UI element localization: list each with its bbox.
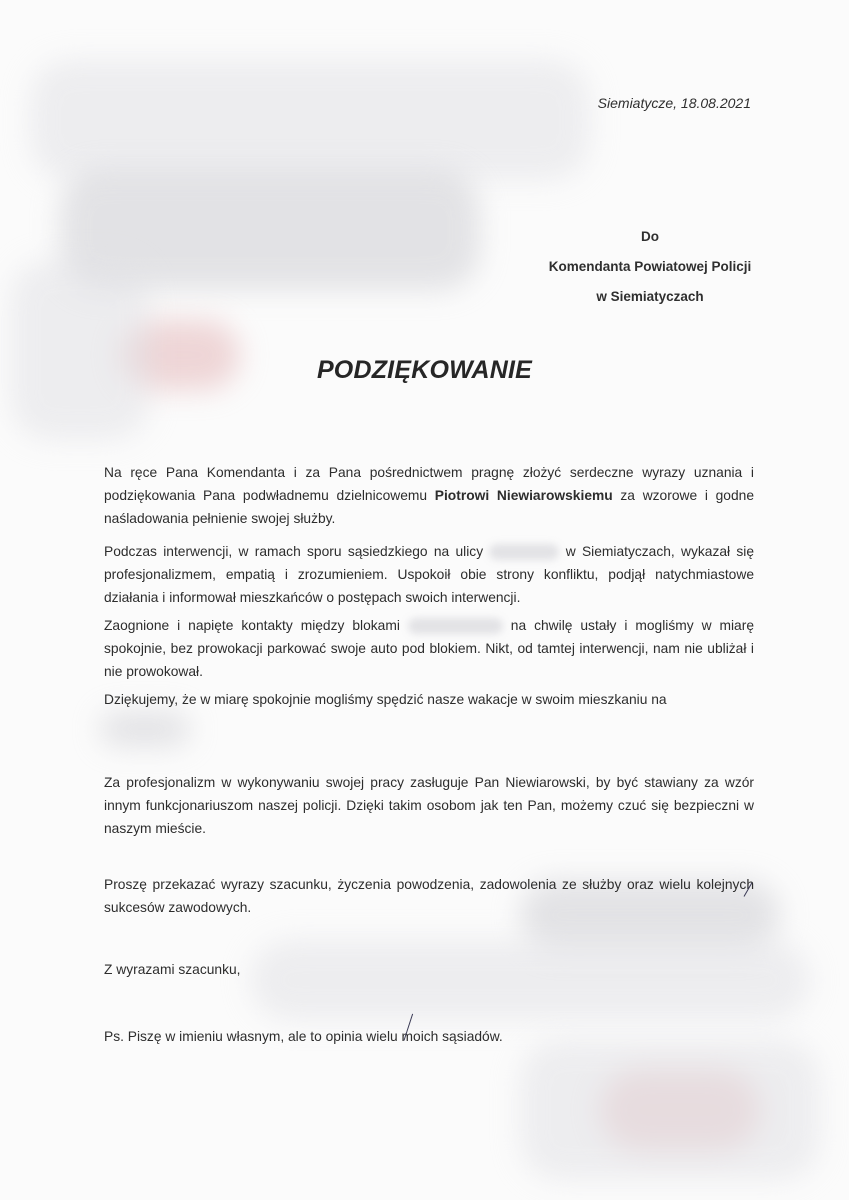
redaction-blur-address-line (100, 712, 190, 746)
paragraph-2-text-after: w Siemiatyczach, wykazał się profesjonalizmem, empatią i zrozumieniem. Uspokoił obie strony konfliktu, podjął natychmiastowe działania i informował mieszkańców o postępach swoich interwencji. (104, 544, 755, 605)
paragraph-4: Dziękujemy, że w miarę spokojnie mogliśmy spędzić nasze wakacje w swoim mieszkaniu na (104, 692, 667, 707)
postscript: Ps. Piszę w imieniu własnym, ale to opinia wielu moich sąsiadów. (104, 1029, 503, 1044)
paragraph-6: Proszę przekazać wyrazy szacunku, życzenia powodzenia, zadowolenia ze służby oraz wielu kolejnych sukcesów zawodowych. (104, 877, 754, 915)
addressee-line-3: w Siemiatyczach (596, 289, 704, 304)
paragraph-1-text-before: Na ręce Pana Komendanta i za Pana pośrednictwem pragnę złożyć serdeczne wyrazy uznania i podziękowania Pana podwładnemu dzielnicowemu (104, 465, 754, 503)
officer-name: Piotrowi Niewiarowskiemu (434, 488, 613, 503)
redaction-blur-left (10, 260, 150, 440)
redaction-blur-top (30, 60, 590, 180)
letter-date: Siemiatycze, 18.08.2021 (597, 95, 751, 111)
paragraph-2-text-before: Podczas interwencji, w ramach sporu sąsiedzkiego na ulicy (104, 544, 484, 559)
letter-title: PODZIĘKOWANIE (316, 356, 533, 384)
paragraph-1 (104, 461, 754, 530)
paragraph-1-text-after: za wzorowe i godne naśladowania pełnienie swojej służby. (104, 488, 754, 526)
redacted-blocks (408, 618, 503, 634)
paragraph-2 (104, 540, 754, 609)
redaction-blur-bottom (520, 1040, 820, 1180)
redacted-street (489, 544, 559, 560)
paragraph-5: Za profesjonalizm w wykonywaniu swojej pracy zasługuje Pan Niewiarowski, by być stawiany za wzór innym funkcjonariuszom naszej policji. Dzięki takim osobom jak ten Pan, możemy czuć się bezpieczni w naszym mieście. (104, 775, 754, 836)
paragraph-3-text-before: Zaognione i napięte kontakty między blokami (104, 618, 400, 633)
addressee-line-2: Komendanta Powiatowej Policji (548, 259, 752, 274)
paragraph-3 (104, 614, 754, 683)
closing-line: Z wyrazami szacunku, (104, 962, 241, 977)
paragraph-3-text-after: na chwilę ustały i mogliśmy w miarę spokojnie, bez prowokacji parkować swoje auto pod blokiem. Nikt, od tamtej interwencji, nam nie ubliżał i nie prowokował. (104, 618, 754, 679)
addressee-line-1: Do (641, 229, 659, 244)
